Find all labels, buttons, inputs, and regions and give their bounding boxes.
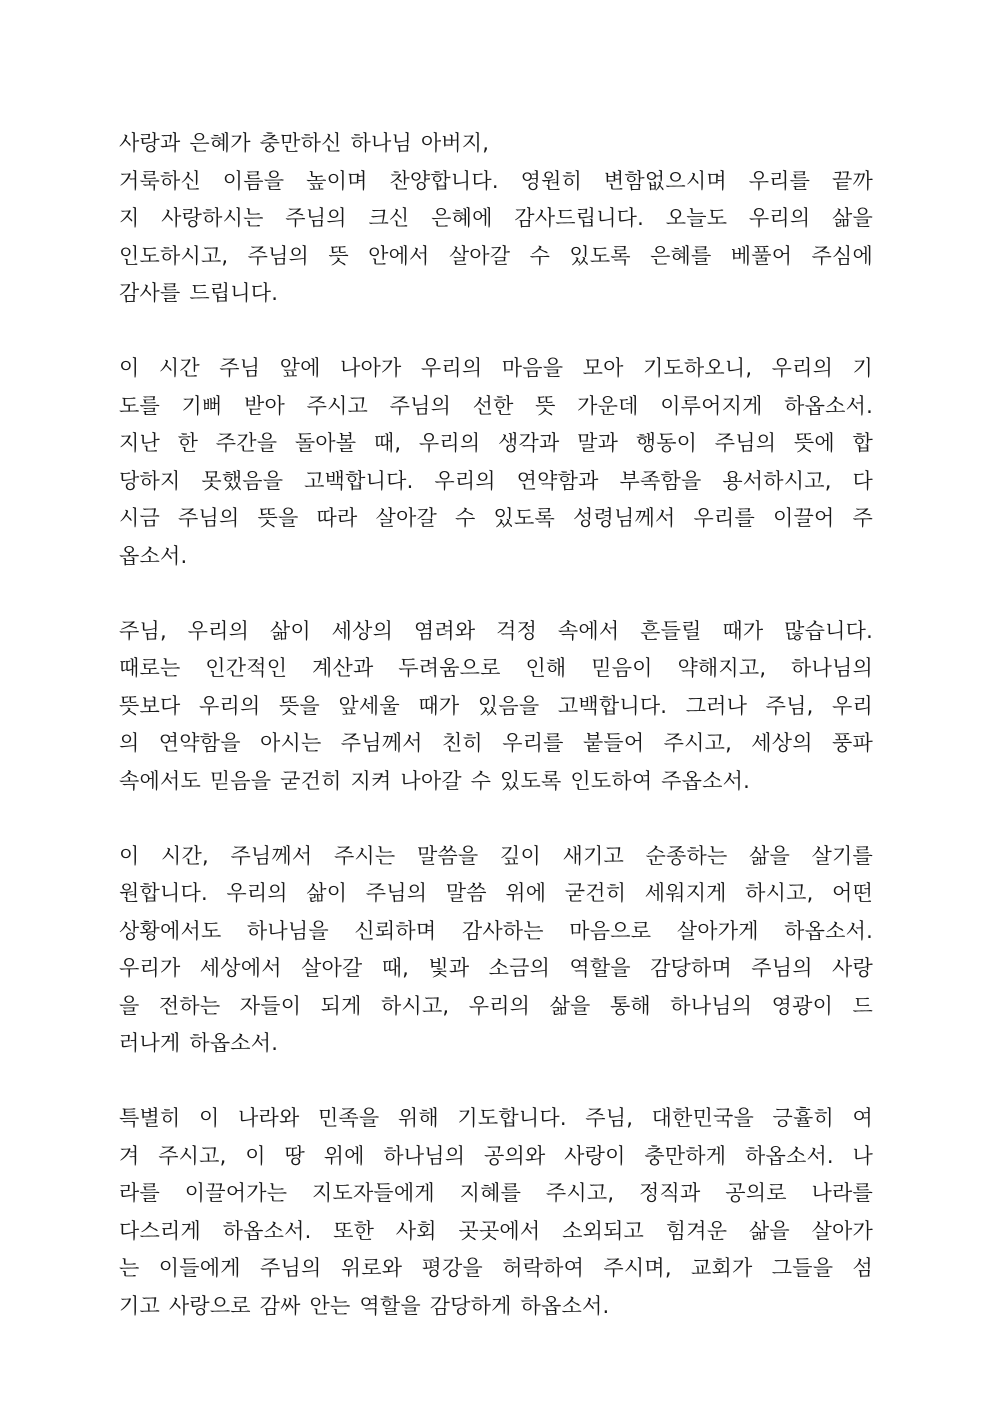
paragraph-2 [119,350,873,575]
paragraph-1 [119,125,873,313]
paragraph-spacer [119,1063,873,1101]
paragraph-spacer [119,313,873,351]
text-line: 주님, 우리의 삶이 세상의 염려와 걱정 속에서 흔들릴 때가 많습니다. [119,618,873,643]
text-line: 을 전하는 자들이 되게 하시고, 우리의 삶을 통해 하나님의 영광이 드 [119,993,873,1018]
paragraph-4 [119,838,873,1063]
text-line: 때로는 인간적인 계산과 두려움으로 인해 믿음이 약해지고, 하나님의 [119,656,873,680]
text-line: 감사를 드립니다. [119,281,279,305]
text-line: 의 연약함을 아시는 주님께서 친히 우리를 붙들어 주시고, 세상의 풍파 [119,731,873,755]
document-page [119,125,873,1325]
text-line: 다스리게 하옵소서. 또한 사회 곳곳에서 소외되고 힘겨운 삶을 살아가 [119,1218,873,1243]
text-line: 겨 주시고, 이 땅 위에 하나님의 공의와 사랑이 충만하게 하옵소서. 나 [119,1143,873,1168]
text-line: 지 사랑하시는 주님의 크신 은혜에 감사드립니다. 오늘도 우리의 삶을 [119,206,873,230]
text-line: 러나게 하옵소서. [119,1031,279,1055]
text-line: 속에서도 믿음을 굳건히 지켜 나아갈 수 있도록 인도하여 주옵소서. [119,768,750,793]
text-line: 인도하시고, 주님의 뜻 안에서 살아갈 수 있도록 은혜를 베풀어 주심에 [119,243,873,268]
text-line: 거룩하신 이름을 높이며 찬양합니다. 영원히 변함없으시며 우리를 끝까 [119,168,873,193]
text-line: 우리가 세상에서 살아갈 때, 빛과 소금의 역할을 감당하며 주님의 사랑 [119,956,873,980]
text-line: 당하지 못했음을 고백합니다. 우리의 연약함과 부족함을 용서하시고, 다 [119,468,873,493]
paragraph-spacer [119,800,873,838]
text-line: 사랑과 은혜가 충만하신 하나님 아버지, [119,131,490,155]
text-line: 이 시간 주님 앞에 나아가 우리의 마음을 모아 기도하오니, 우리의 기 [119,356,873,380]
text-line: 기고 사랑으로 감싸 안는 역할을 감당하게 하옵소서. [119,1293,610,1318]
text-line: 도를 기뻐 받아 주시고 주님의 선한 뜻 가운데 이루어지게 하옵소서. [119,393,873,418]
text-line: 특별히 이 나라와 민족을 위해 기도합니다. 주님, 대한민국을 긍휼히 여 [119,1106,873,1130]
text-line: 상황에서도 하나님을 신뢰하며 감사하는 마음으로 살아가게 하옵소서. [119,918,873,943]
paragraph-5 [119,1100,873,1325]
text-line: 옵소서. [119,543,188,568]
paragraph-spacer [119,575,873,613]
text-line: 는 이들에게 주님의 위로와 평강을 허락하여 주시며, 교회가 그들을 섬 [119,1256,873,1280]
text-line: 원합니다. 우리의 삶이 주님의 말씀 위에 굳건히 세워지게 하시고, 어떤 [119,881,873,905]
text-line: 지난 한 주간을 돌아볼 때, 우리의 생각과 말과 행동이 주님의 뜻에 합 [119,431,873,455]
text-line: 이 시간, 주님께서 주시는 말씀을 깊이 새기고 순종하는 삶을 살기를 [119,843,873,868]
text-line: 시금 주님의 뜻을 따라 살아갈 수 있도록 성령님께서 우리를 이끌어 주 [119,506,873,530]
paragraph-3 [119,613,873,801]
text-line: 라를 이끌어가는 지도자들에게 지혜를 주시고, 정직과 공의로 나라를 [119,1181,873,1205]
text-line: 뜻보다 우리의 뜻을 앞세울 때가 있음을 고백합니다. 그러나 주님, 우리 [119,693,873,718]
